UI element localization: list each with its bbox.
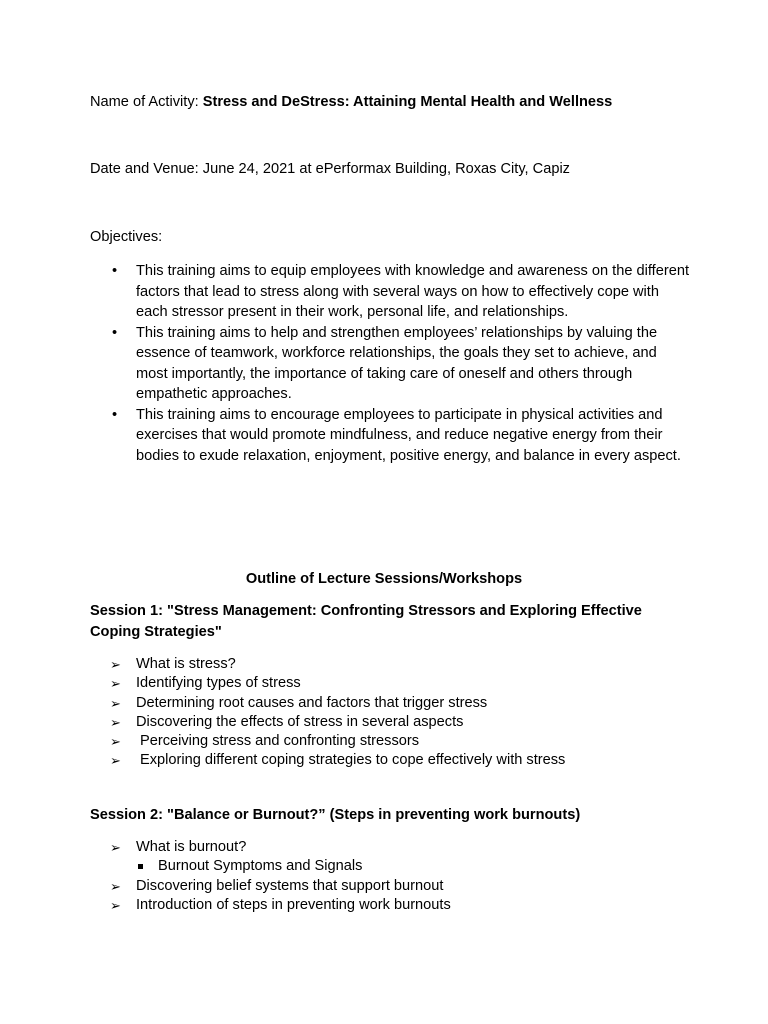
topic-text: Identifying types of stress <box>136 675 301 692</box>
session1-topics <box>90 655 690 771</box>
activity-label: Name of Activity: <box>90 94 203 110</box>
topic-text: Introduction of steps in preventing work burnouts <box>136 896 451 913</box>
topic-text: What is stress? <box>136 656 236 672</box>
list-item <box>90 674 690 693</box>
topic-text: Perceiving stress and confronting stressors <box>140 733 420 750</box>
objectives-list <box>90 261 690 466</box>
outline-title: Outline of Lecture Sessions/Workshops <box>245 571 523 587</box>
session2-topics <box>90 838 690 915</box>
list-item <box>90 896 690 915</box>
activity-line <box>90 92 612 113</box>
arrow-bullet-icon: ➢ <box>110 878 121 894</box>
list-item <box>90 732 690 751</box>
list-item <box>90 694 690 713</box>
arrow-bullet-icon: ➢ <box>110 714 121 730</box>
objective-text: This training aims to help and strengthen employees’ relationships by valuing the essence of teamwork, workforce relationships, the goals they set to achieve, and most importantly, the importance of taking care of oneself and others through empathetic approaches. <box>136 324 658 402</box>
activity-name: Stress and DeStress: Attaining Mental Health and Wellness <box>202 94 613 110</box>
objective-text: This training aims to encourage employees to participate in physical activities and exercises that would promote mindfulness, and reduce negative energy from their bodies to exude relaxation, enjoyment, positive energy, and balance in every aspect. <box>136 406 681 464</box>
square-bullet-icon <box>138 864 143 869</box>
list-item <box>90 261 690 323</box>
list-item <box>90 323 690 405</box>
session1-title: Session 1: "Stress Management: Confronting Stressors and Exploring Effective Coping Strategies" <box>90 603 642 640</box>
list-item <box>90 655 690 674</box>
session2-title: Session 2: "Balance or Burnout?” (Steps in preventing work burnouts) <box>90 807 581 823</box>
list-item <box>90 713 690 732</box>
list-item <box>90 857 690 876</box>
list-item <box>90 877 690 896</box>
list-item <box>90 751 690 770</box>
arrow-bullet-icon: ➢ <box>110 657 121 672</box>
topic-text: Discovering the effects of stress in several aspects <box>136 713 464 730</box>
topic-text: Determining root causes and factors that trigger stress <box>136 694 488 711</box>
bullet-icon: • <box>112 324 118 341</box>
date-venue-line: Date and Venue: June 24, 2021 at ePerformax Building, Roxas City, Capiz <box>90 161 570 177</box>
arrow-bullet-icon: ➢ <box>110 695 121 711</box>
list-item <box>90 405 690 467</box>
topic-text: Exploring different coping strategies to cope effectively with stress <box>140 752 566 769</box>
bullet-icon: • <box>112 263 118 279</box>
arrow-bullet-icon: ➢ <box>110 840 121 855</box>
topic-text: Burnout Symptoms and Signals <box>158 858 363 875</box>
arrow-bullet-icon: ➢ <box>110 753 121 769</box>
topic-text: What is burnout? <box>136 839 247 855</box>
list-item <box>90 838 690 857</box>
arrow-bullet-icon: ➢ <box>110 734 121 750</box>
arrow-bullet-icon: ➢ <box>110 676 121 692</box>
objective-text: This training aims to equip employees with knowledge and awareness on the different factors that lead to stress along with several ways on how to effectively cope with each stressor present in their work, personal life, and relationships. <box>136 263 689 320</box>
bullet-icon: • <box>112 406 118 423</box>
topic-text: Discovering belief systems that support burnout <box>136 877 444 894</box>
objectives-heading: Objectives: <box>90 229 163 245</box>
arrow-bullet-icon: ➢ <box>110 897 121 913</box>
